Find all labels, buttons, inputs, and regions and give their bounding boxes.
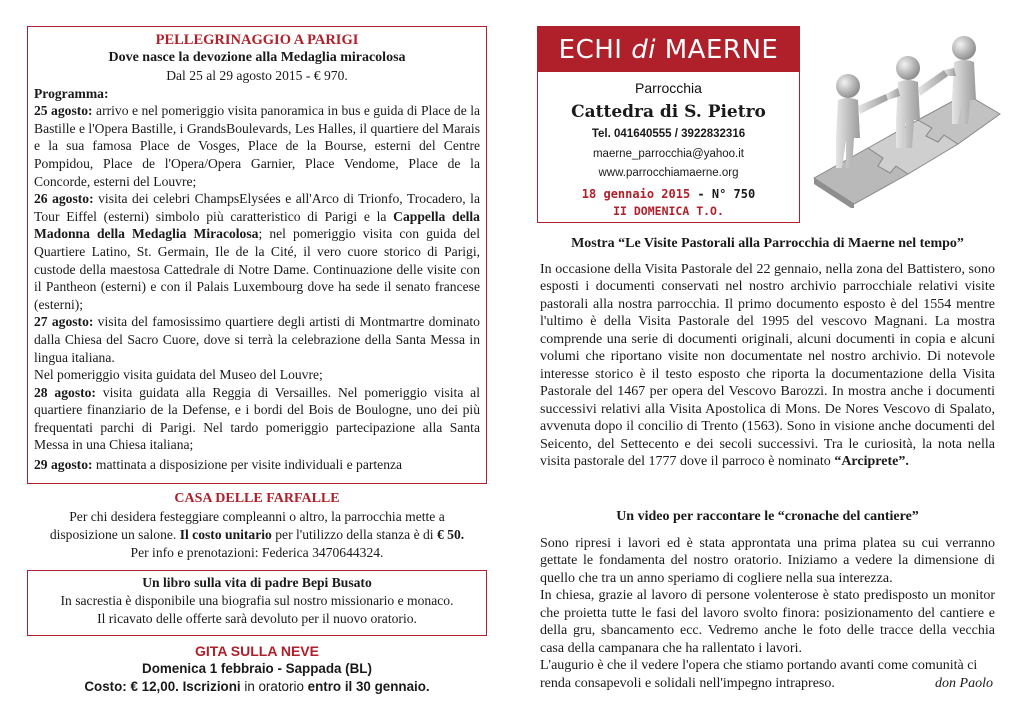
gita-title: GITA SULLA NEVE [195, 643, 319, 659]
pellegrinaggio-title: PELLEGRINAGGIO A PARIGI [155, 32, 359, 48]
masthead [537, 26, 800, 223]
video-p2: In chiesa, grazie al lavoro di persone volenterose è stato predisposto un monitor che proietta tutte le fasi del lavoro svolto finora: posizionamento del cantiere e della gru, sbancamento ecc. Vedremo anche le foto delle tracce della vecchia casa della campanara che ha rallentato i lavori. [540, 588, 995, 656]
video-p1: Sono ripresi i lavori ed è stata approntata una prima platea su cui verranno gettate le fondamenta del nostro oratorio. Iniziamo a vedere la dimensione di quello che tra un anno speriamo di cogliere nella sua interezza. [540, 535, 995, 586]
mostra-article [540, 235, 995, 471]
day-28: 28 agosto: visita guidata alla Reggia di Versailles. Nel pomeriggio visita al quartiere finanziario de la Defense, e i bordi del Bois de Boulogne, uno dei più frequentati parchi di Parigi. Nel tardo pomeriggio partecipazione alla Santa Messa in una Chiesa italiana; [34, 384, 480, 453]
gita-section [27, 642, 487, 696]
casa-title: CASA DELLE FARFALLE [174, 491, 340, 506]
pellegrinaggio-box [27, 26, 487, 484]
libro-line1: In sacrestia è disponibile una biografia sul nostro missionario e monaco. [60, 593, 454, 608]
day-27: 27 agosto: visita del famosissimo quartiere degli artisti di Montmartre dominato dalla Chiesa del Sacro Cuore, dove si terrà la celebrazione della Santa Messa in lingua italiana. [34, 314, 480, 365]
video-article [540, 508, 995, 692]
video-p3: L'augurio è che il vedere l'opera che stiamo portando avanti come comunità ci renda consapevoli e solidali nell'impegno intrapreso. don Paolo [540, 658, 993, 691]
masthead-tel: Tel. 041640555 / 3922832316 [591, 128, 746, 140]
pellegrinaggio-dates: Dal 25 al 29 agosto 2015 - € 970. [166, 68, 348, 83]
masthead-parrocchia: Parrocchia [635, 80, 702, 96]
gita-cost: Costo: € 12,00. Iscrizioni in oratorio entro il 30 gennaio. [84, 679, 430, 694]
day-25: 25 agosto: arrivo e nel pomeriggio visita panoramica in bus e guida di Place de la Bastille e l'Opera Bastille, i GrandsBoulevards, Les Halles, il quartiere del Marais e la sua famosa Place de Vosges, Place de la Bourse, esterni del Centre Pompidou, Place de l'Opera/Opera Garnier, Place Vendome, Place de la Concorde, esterni del Louvre; [34, 103, 480, 189]
masthead-cattedra: Cattedra di S. Pietro [571, 102, 766, 122]
mostra-title: Mostra “Le Visite Pastorali alla Parrocchia di Maerne nel tempo” [571, 236, 964, 251]
pellegrinaggio-subtitle: Dove nasce la devozione alla Medaglia miracolosa [108, 50, 406, 65]
masthead-sunday: II DOMENICA T.O. [613, 204, 724, 218]
programma-label: Programma: [34, 85, 109, 101]
masthead-title: ECHI di MAERNE [538, 27, 799, 72]
gita-date: Domenica 1 febbraio - Sappada (BL) [142, 661, 372, 676]
casa-farfalle-section [27, 490, 487, 562]
day-27-extra: Nel pomeriggio visita guidata del Museo del Louvre; [34, 367, 323, 383]
masthead-issue: 18 gennaio 2015 - N° 750 [581, 187, 756, 201]
masthead-web: www.parrocchiamaerne.org [598, 167, 739, 179]
three-figures-on-puzzle-icon [808, 28, 1004, 208]
libro-box [27, 570, 487, 636]
casa-text: Per chi desidera festeggiare compleanni o altro, la parrocchia mette a disposizione un salone. Il costo unitario per l'utilizzo della stanza è di € 50. [49, 509, 465, 542]
mostra-body: In occasione della Visita Pastorale del 22 gennaio, nella zona del Battistero, sono esposti i documenti conservati nel nostro archivio parrocchiale relativi visite pastorali alla nostra parrocchia. Il primo documento esposto è del 1554 mentre l'ultimo è della Visita Pastorale del 1995 del vescovo Magnani. La mostra comprende una serie di documenti originali, alcuni documenti in copia e alcuni volumi che riportano visite non documentate nel nostro archivio. Di notevole interesse storico è il testo esposto che riporta la documentazione della Visita Pastorale del 1467 per opera del Vescovo Barozzi. In mostra anche i documenti successivi relativi alla Visita Apostolica di Mons. De Nores Vescovo di Spalato, avvenuta dopo il concilio di Trento (1563). Sono in visione anche documenti del Seicento, del Settecento e dei secoli successivi. Tra le curiosità, la nota nella visita pastorale del 1777 dove il parroco è nominato “Arciprete”. [540, 261, 995, 469]
casa-info: Per info e prenotazioni: Federica 3470644324. [130, 545, 384, 560]
libro-line2: Il ricavato delle offerte sarà devoluto per il nuovo oratorio. [97, 611, 417, 626]
day-29: 29 agosto: mattinata a disposizione per visite individuali e partenza [34, 457, 403, 473]
signature: don Paolo [935, 675, 993, 691]
video-title: Un video per raccontare le “cronache del cantiere” [616, 509, 919, 524]
libro-title: Un libro sulla vita di padre Bepi Busato [142, 575, 372, 590]
masthead-email: maerne_parrocchia@yahoo.it [592, 148, 745, 160]
day-26: 26 agosto: visita dei celebri ChampsElysées e all'Arco di Trionfo, Trocadero, la Tour Eiffel (esterni) simbolo più caratteristico di Parigi e la Cappella della Madonna della Medaglia Miracolosa; nel pomeriggio visita con guida del Quartiere Latino, St. Germain, Ile de la Cité, il vero cuore storico di Parigi, custode della maestosa Cattedrale di Notre Dame. Continuazione delle visite con il Pantheon (esterni) e con il Palais Luxembourg dove ha sede il senato francese (esterni); [34, 191, 480, 312]
